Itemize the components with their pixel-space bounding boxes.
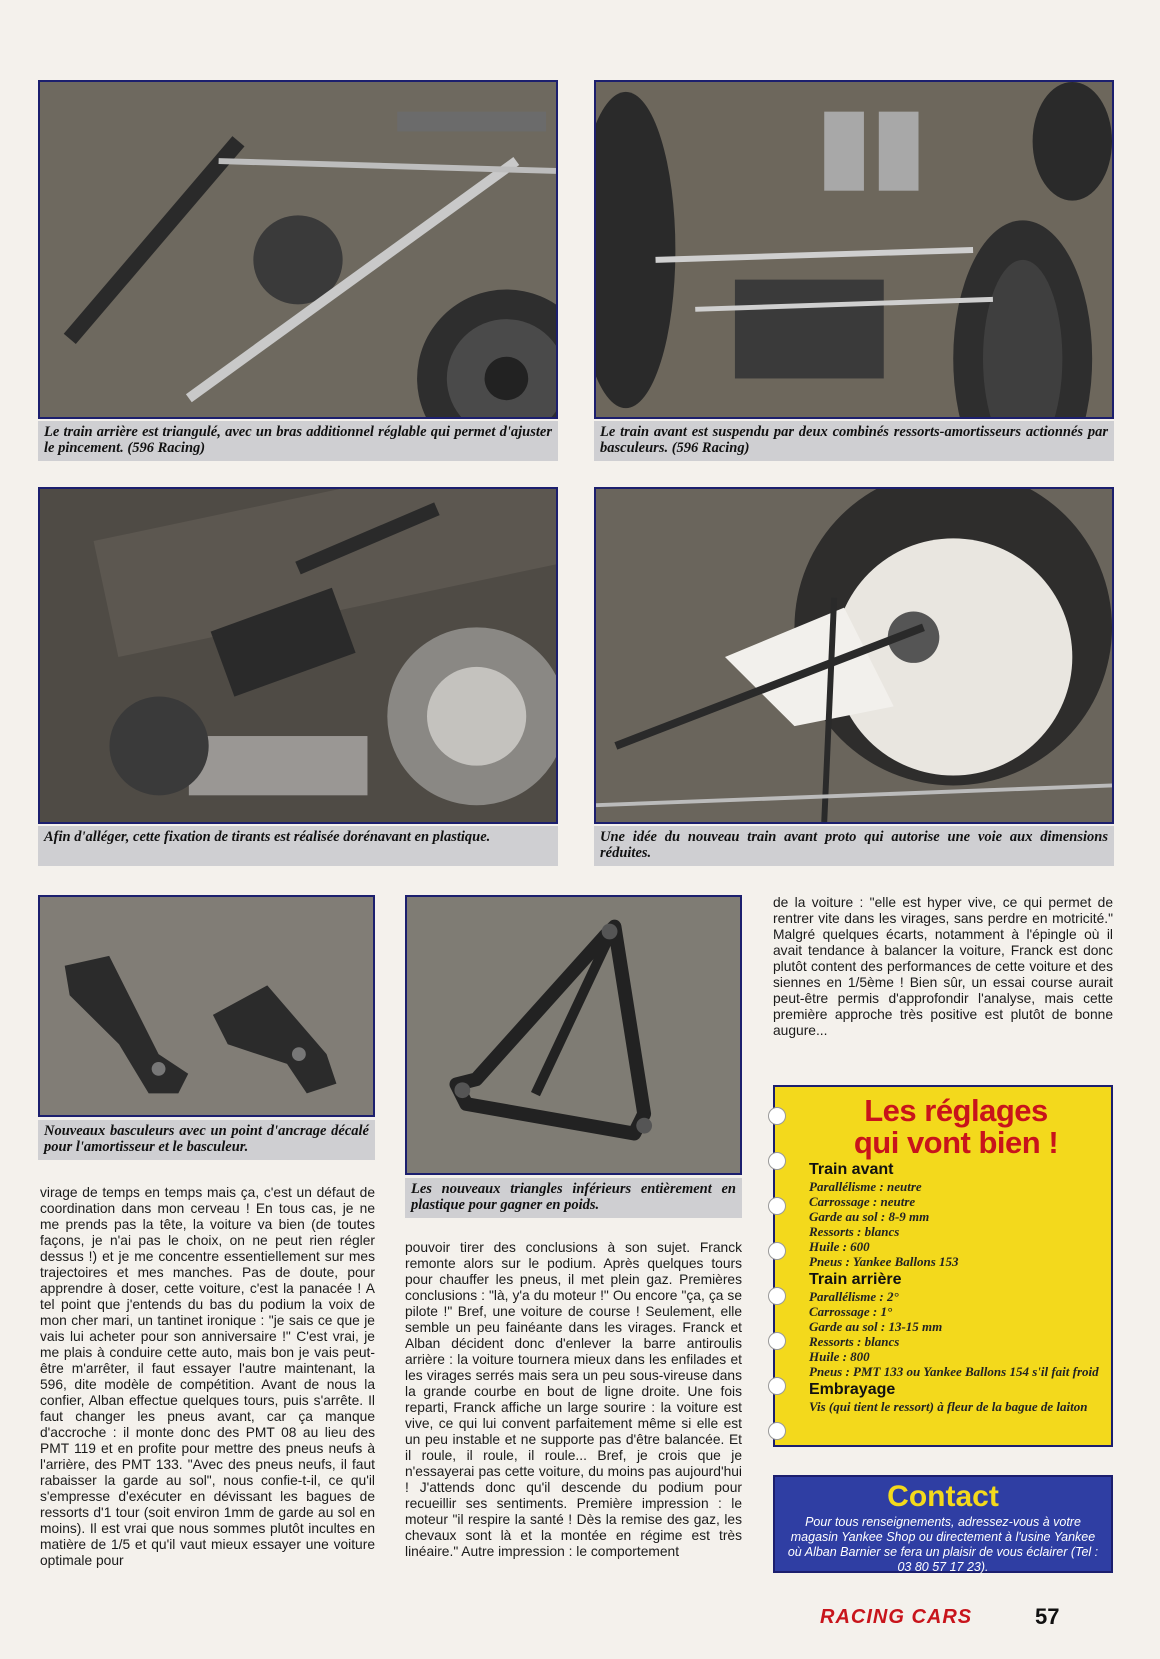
reglages-line: Ressorts : blancs <box>809 1334 900 1349</box>
article-text-col1: virage de temps en temps mais ça, c'est un défaut de coordination dans mon cerveau ! En tous cas, je ne me prends pas la tête, la voiture va bien (de toutes façons, je n'ai pas le choix, on ne peut rien régler dessus !) et je me concentre essentiellement sur mes trajectoires et mes manches. Pas de doute, pour apprendre à doser, cette voiture, c'est la panacée ! A tel point que j'entends du bas du podium la voix de mon cher mari, un tantinet ironique : "je sais ce que je vais lui acheter pour son anniversaire !" C'est vrai, je me plais à conduire cette auto, mais bon je vais peut-être m'arrêter, il faut essayer l'autre maintenant, la 596, dite modèle de compétition. Avant de nous la confier, Alban effectue quelques tours, puis s'arrête. Il faut changer les pneus avant, car ça manque d'accroche : il monte donc des PMT 08 au lieu des PMT 119 et en profite pour mettre des pneus neufs à l'arrière, des PMT 133. "Avec des pneus neufs, il faut rabaisser la garde au sol", nous confie-t-il, ce qu'il s'empresse d'exécuter en dévissant les bagues de ressorts d'1 tour (soit environ 1mm de garde au sol en moins). Il est vrai que nous sommes plutôt incultes en matière de 1/5 et qu'il vaut mieux essayer une voiture optimale pour <box>40 1185 375 1568</box>
reglages-line: Carrossage : neutre <box>809 1194 916 1209</box>
triangles-image <box>407 897 740 1173</box>
caption-proto-front: Une idée du nouveau train avant proto qui autorise une voie aux dimensions réduites. <box>594 826 1114 866</box>
photo-triangles <box>405 895 742 1175</box>
article-column-3 <box>773 895 1113 1039</box>
fixation-image <box>40 489 556 822</box>
front-train-image <box>596 82 1112 417</box>
photo-proto-front <box>594 487 1114 824</box>
article-column-2 <box>405 1240 742 1560</box>
reglages-line: Ressorts : blancs <box>809 1224 900 1239</box>
page-number: 57 <box>1035 1604 1060 1629</box>
photo-rear-train <box>38 80 558 419</box>
reglages-line: Pneus : PMT 133 ou Yankee Ballons 154 s'il fait froid <box>809 1364 1099 1379</box>
caption-front-train: Le train avant est suspendu par deux combinés ressorts-amortisseurs actionnés par basculeurs. (596 Racing) <box>594 421 1114 461</box>
reglages-title-line1: Les réglages <box>864 1093 1048 1128</box>
reglages-heading: Train avant <box>809 1161 894 1178</box>
caption-triangles: Les nouveaux triangles inférieurs entièrement en plastique pour gagner en poids. <box>405 1178 742 1218</box>
reglages-section-train-arriere <box>809 1271 1103 1379</box>
contact-box <box>773 1475 1113 1573</box>
reglages-line: Parallélisme : 2° <box>809 1289 899 1304</box>
footer-bar <box>820 1606 1120 1632</box>
contact-text: Pour tous renseignements, adressez-vous à votre magasin Yankee Shop ou directement à l'usine Yankee où Alban Barnier se fera un plaisir de vous éclairer (Tel : 03 80 57 17 23). <box>787 1515 1099 1574</box>
reglages-heading: Embrayage <box>809 1381 896 1398</box>
magazine-logo: RACING CARS <box>820 1606 973 1628</box>
reglages-line: Vis (qui tient le ressort) à fleur de la bague de laiton <box>809 1399 1088 1414</box>
reglages-section-train-avant <box>809 1161 1103 1269</box>
rear-train-image <box>40 82 556 417</box>
contact-title: Contact <box>887 1480 999 1513</box>
photo-basculeurs <box>38 895 375 1117</box>
reglages-line: Parallélisme : neutre <box>809 1179 922 1194</box>
reglages-line: Pneus : Yankee Ballons 153 <box>809 1254 959 1269</box>
reglages-line: Garde au sol : 8-9 mm <box>809 1209 930 1224</box>
basculeurs-image <box>40 897 373 1115</box>
reglages-line: Carrossage : 1° <box>809 1304 893 1319</box>
article-text-col3: de la voiture : "elle est hyper vive, ce qui permet de rentrer vite dans les virages, sans perdre en motricité." Malgré quelques écarts, notamment à l'épingle où il avait tendance à balancer la voiture, Franck est donc plutôt content des performances de cette voiture et des siennes en 1/5ème ! Bien sûr, un essai course aurait peut-être permis d'approfondir l'analyse, mais cette première approche très positive est plutôt de bonne augure... <box>773 895 1113 1038</box>
reglages-heading: Train arrière <box>809 1271 902 1288</box>
reglages-title-line2: qui vont bien ! <box>853 1125 1059 1160</box>
caption-basculeurs: Nouveaux basculeurs avec un point d'ancrage décalé pour l'amortisseur et le basculeur. <box>38 1120 375 1160</box>
caption-rear-train: Le train arrière est triangulé, avec un bras additionnel réglable qui permet d'ajuster le pincement. (596 Racing) <box>38 421 558 461</box>
photo-fixation <box>38 487 558 824</box>
reglages-line: Huile : 600 <box>809 1239 870 1254</box>
article-text-col2: pouvoir tirer des conclusions à son sujet. Franck remonte alors sur le podium. Après quelques tours pour chauffer les pneus, il met plein gaz. Premières conclusions : "là, y'a du moteur !" Ou encore "ça, ça se pilote !" Bref, une voiture de course ! Seulement, elle semble un peu fainéante dans les virages. Franck et Alban décident donc d'enlever la barre antiroulis arrière : la voiture tournera mieux dans les enfilades et les virages serrés mais sera un peu sous-vireuse dans la grande courbe en bout de ligne droite. Une fois reparti, Franck affiche un large sourire : la voiture est vive, ce qui lui convent parfaitement même si elle est un peu instable et ne supporte pas d'être balancée. Et il roule, il roule, il roule... Bref, je crois que je n'essayerai pas cette voiture, du moins pas aujourd'hui ! J'attends donc qu'il descende du podium pour recueillir ses sentiments. Première impression : le moteur "il respire la santé ! Dès la remise des gaz, les chevaux sont là et la montée en régime est très linéaire." Autre impression : le comportement <box>405 1240 742 1559</box>
reglages-line: Huile : 800 <box>809 1349 870 1364</box>
article-column-1 <box>40 1185 375 1569</box>
reglages-box <box>773 1085 1113 1447</box>
proto-front-image <box>596 489 1112 822</box>
photo-front-train <box>594 80 1114 419</box>
reglages-section-embrayage <box>809 1381 1103 1414</box>
reglages-line: Garde au sol : 13-15 mm <box>809 1319 943 1334</box>
caption-fixation: Afin d'alléger, cette fixation de tirants est réalisée dorénavant en plastique. <box>38 826 558 866</box>
